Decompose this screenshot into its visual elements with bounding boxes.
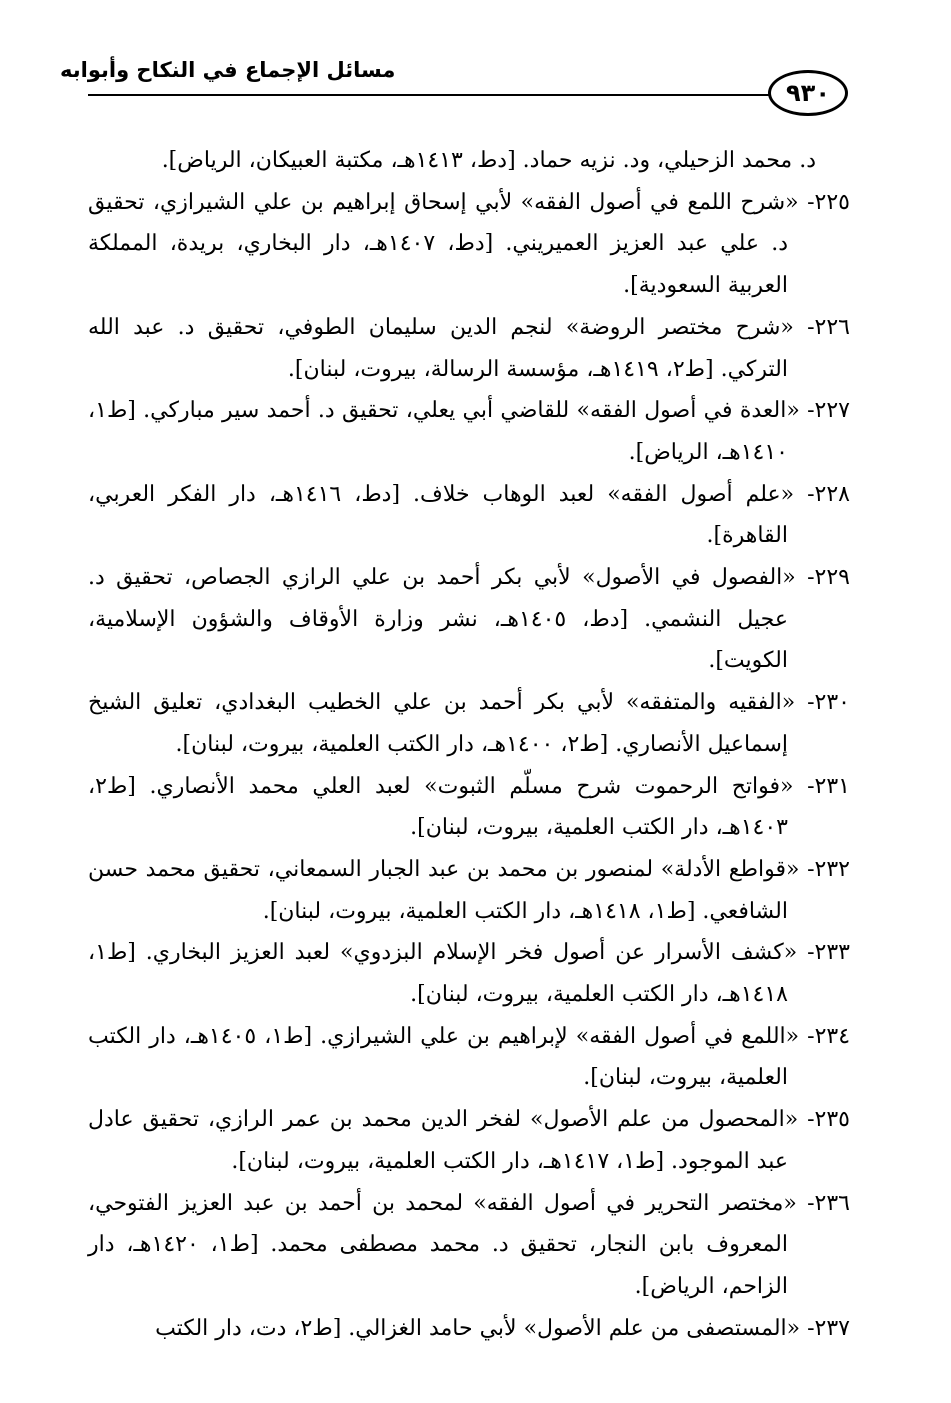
bibliography-entry: ٢٣٤- «اللمع في أصول الفقه» لإبراهيم بن علي الشيرازي. [ط١، ١٤٠٥هـ، دار الكتب العلمية، بيروت، لبنان]. [88, 1023, 851, 1091]
bibliography-entry: ٢٢٧- «العدة في أصول الفقه» للقاضي أبي يعلي، تحقيق د. أحمد سير مباركي. [ط١، ١٤١٠هـ، الرياض]. [88, 398, 850, 465]
page-number-badge [768, 70, 848, 116]
bibliography-entry: ٢٣٧- «المستصفى من علم الأصول» لأبي حامد الغزالي. [ط٢، دت، دار الكتب [155, 1315, 850, 1341]
bibliography-entry: ٢٣٢- «قواطع الأدلة» لمنصور بن محمد بن عبد الجبار السمعاني، تحقيق محمد حسن الشافعي. [ط١، ١٤١٨هـ، دار الكتب العلمية، بيروت، لبنان]. [88, 856, 850, 924]
bibliography-entry: د. محمد الزحيلي، ود. نزيه حماد. [دط، ١٤١٣هـ، مكتبة العبيكان، الرياض]. [161, 148, 816, 173]
bibliography-entry: ٢٢٥- «شرح اللمع في أصول الفقه» لأبي إسحاق إبراهيم بن علي الشيرازي، تحقيق د. علي عبد العزيز العميريني. [دط، ١٤٠٧هـ، دار البخاري، بريدة، المملكة العربية السعودية]. [88, 189, 850, 299]
bibliography-entry: ٢٣٦- «مختصر التحرير في أصول الفقه» لمحمد بن أحمد بن عبد العزيز الفتوحي، المعروف بابن النجار، تحقيق د. محمد مصطفى محمد. [ط١، ١٤٢٠هـ، دار الزاحم، الرياض]. [88, 1190, 850, 1299]
bibliography-entry: ٢٢٨- «علم أصول الفقه» لعبد الوهاب خلاف. [دط، ١٤١٦هـ، دار الفكر العربي، القاهرة]. [88, 481, 850, 549]
bibliography-entry: ٢٣١- «فواتح الرحموت شرح مسلّم الثبوت» لعبد العلي محمد الأنصاري. [ط٢، ١٤٠٣هـ، دار الكتب العلمية، بيروت، لبنان]. [88, 773, 850, 841]
bibliography-entry: ٢٢٩- «الفصول في الأصول» لأبي بكر أحمد بن علي الرازي الجصاص، تحقيق د. عجيل النشمي. [دط، ١٤٠٥هـ، نشر وزارة الأوقاف والشؤون الإسلامية، الكويت]. [88, 565, 850, 674]
header-rule [88, 94, 774, 96]
running-title: مسائل الإجماع في النكاح وأبوابه [60, 58, 396, 82]
bibliography-entry: ٢٣٠- «الفقيه والمتفقه» لأبي بكر أحمد بن علي الخطيب البغدادي، تعليق الشيخ إسماعيل الأنصاري. [ط٢، ١٤٠٠هـ، دار الكتب العلمية، بيروت، لبنان]. [88, 690, 850, 757]
bibliography-entry: ٢٢٦- «شرح مختصر الروضة» لنجم الدين سليمان الطوفي، تحقيق د. عبد الله التركي. [ط٢، ١٤١٩هـ، مؤسسة الرسالة، بيروت، لبنان]. [88, 314, 850, 382]
page-number: ٩٣٠ [786, 79, 830, 107]
bibliography-list [88, 140, 850, 1349]
bibliography-entry: ٢٣٣- «كشف الأسرار عن أصول فخر الإسلام البزدوي» لعبد العزيز البخاري. [ط١، ١٤١٨هـ، دار الكتب العلمية، بيروت، لبنان]. [88, 940, 850, 1008]
bibliography-entry: ٢٣٥- «المحصول من علم الأصول» لفخر الدين محمد بن عمر الرازي، تحقيق عادل عبد الموجود. [ط١، ١٤١٧هـ، دار الكتب العلمية، بيروت، لبنان]. [88, 1107, 850, 1174]
